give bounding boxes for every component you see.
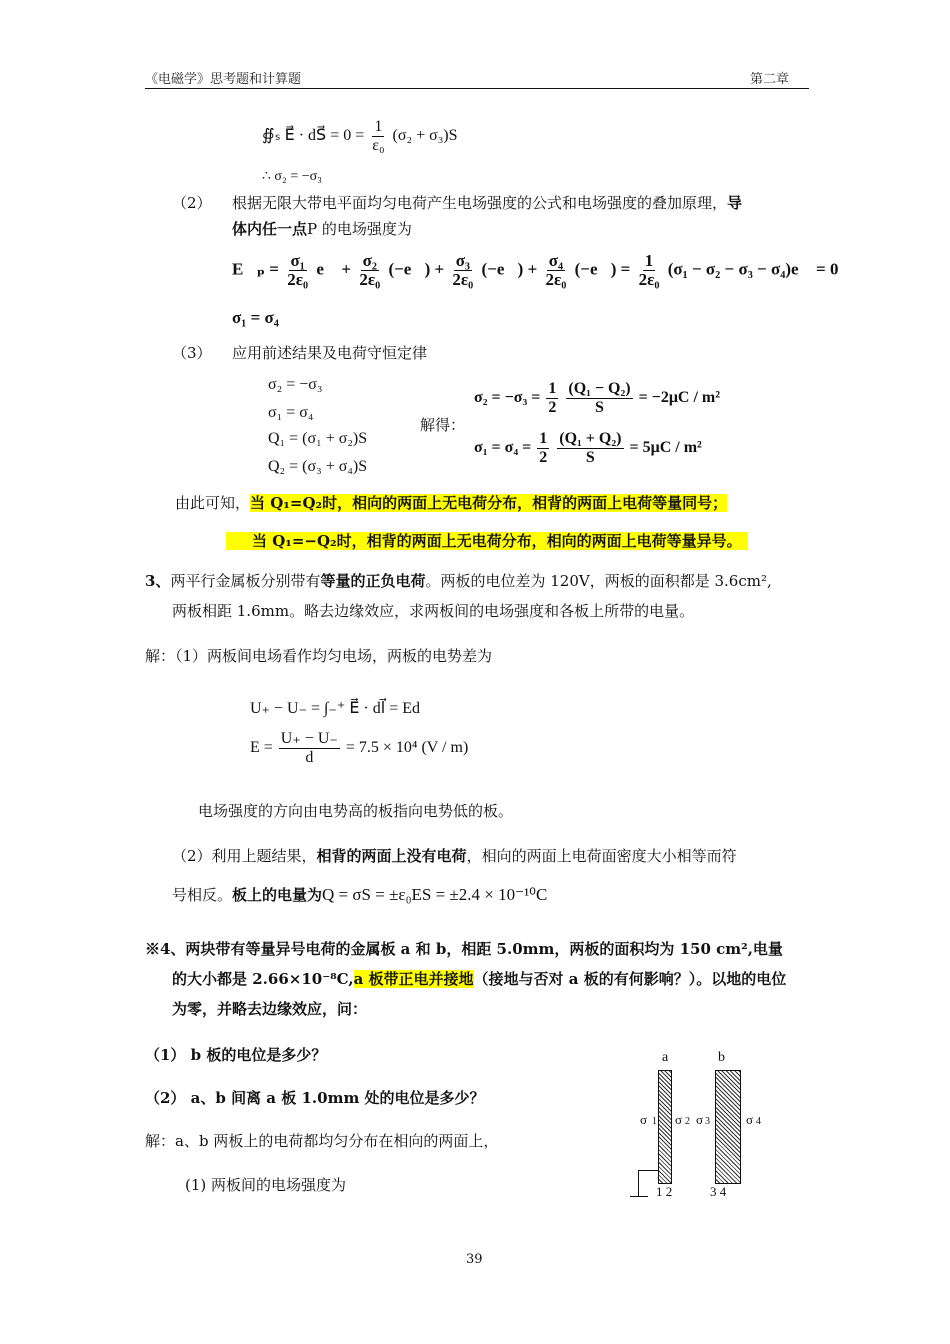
- therefore-equation: ∴ σ₂ = −σ₃: [262, 169, 323, 184]
- part3-number: （3）: [172, 344, 212, 362]
- question-4-highlight: a 板带正电并接地: [353, 970, 474, 988]
- field-equation: [250, 730, 468, 767]
- charge-equation: Q = σS = ±ε₀ES = ±2.4 × 10⁻¹⁰C: [322, 885, 548, 904]
- ep-term-2: (−e⃗) +: [388, 259, 445, 279]
- question-3-line-2: 两板相距 1.6mm。略去边缘效应，求两板间的电场强度和各板上所带的电量。: [172, 602, 695, 620]
- solution-1-ratio: [566, 380, 632, 417]
- ground-wire: [638, 1170, 658, 1171]
- part2-bold-b: 体内任一点: [232, 220, 308, 238]
- sigma-3-index: 3: [705, 1116, 711, 1127]
- question-3-text-a: 两平行金属板分别带有: [170, 572, 321, 590]
- solution-3-part2-line-2: [172, 884, 547, 905]
- sigma-4-symbol: σ: [746, 1112, 754, 1127]
- field-lhs: E =: [250, 739, 273, 757]
- solution-2-ratio-num: (Q₁ + Q₂): [559, 430, 622, 447]
- solution-3-part2-c: ，相向的两面上电荷面密度大小相等而符: [466, 847, 737, 865]
- part2-number: （2）: [172, 194, 212, 212]
- question-4-text: （接地与否对 a 板的有何影响？）。以地的电位: [473, 970, 787, 988]
- question-4-line-2: [172, 968, 786, 989]
- ground-icon: [630, 1196, 648, 1197]
- field-direction-text: 电场强度的方向由电势高的板指向电势低的板。: [198, 802, 514, 820]
- solution-1-lhs: σ₂ = −σ₃ =: [474, 389, 541, 407]
- solution-3-part2-a: （2）利用上题结果，: [172, 847, 317, 865]
- question-3-bold: 等量的正负电荷: [320, 572, 426, 590]
- ep-equation: [232, 252, 838, 289]
- ep-lhs: E⃗ₚ =: [232, 259, 279, 279]
- solution-2-half-den: 2: [539, 449, 548, 466]
- plate-a: [658, 1070, 672, 1184]
- sigma-3-label: [696, 1112, 710, 1128]
- solution-1-rhs: = −2μC / m²: [638, 389, 721, 407]
- s1-s4-equation: σ₁ = σ₄: [232, 308, 279, 327]
- part2-tail: P 的电场强度为: [307, 220, 412, 238]
- solve-label: 解得：: [420, 416, 466, 434]
- part3-text: 应用前述结果及电荷守恒定律: [232, 344, 428, 362]
- face-numbers-a: 1 2: [656, 1184, 673, 1199]
- gauss-tail: (σ₂ + σ₃)S: [392, 127, 458, 145]
- solution-2-half: [537, 430, 549, 467]
- gauss-num: 1: [374, 118, 383, 135]
- plate-b: [715, 1070, 741, 1184]
- sigma-1-label: [640, 1112, 657, 1128]
- part2-text-main: 根据无限大带电平面均匀电荷产生电场强度的公式和电场强度的叠加原理，: [232, 194, 728, 212]
- solution-1-half-num: 1: [548, 380, 557, 397]
- ep-term-5: (σ₁ − σ₂ − σ₃ − σ₄)e⃗ = 0: [667, 259, 839, 279]
- ep-frac-3-den: 2ε₀: [452, 270, 474, 289]
- ep-frac-3-num: σ₃: [455, 251, 471, 270]
- system-line-3: Q₁ = (σ₁ + σ₂)S: [268, 430, 368, 447]
- ep-term-1: e⃗ +: [316, 259, 352, 279]
- ep-frac-2-num: σ₂: [362, 251, 377, 270]
- ep-frac-5-den: 2ε₀: [638, 270, 660, 289]
- part2-bold-a: 导: [727, 194, 743, 212]
- question-4-charge: 的大小都是 2.66×10⁻⁸C,: [172, 970, 354, 988]
- sigma-1-index: 1: [652, 1116, 658, 1127]
- header-rule: [145, 88, 809, 89]
- solution-1: [474, 380, 720, 417]
- face-numbers-b: 3 4: [710, 1184, 727, 1199]
- solution-4-part1: (1) 两板间的电场强度为: [185, 1176, 347, 1194]
- sigma-2-symbol: σ: [675, 1112, 683, 1127]
- gauss-equation: [262, 118, 458, 155]
- solution-2-ratio: [557, 430, 623, 467]
- gauss-lhs: ∯ₛ E⃗ · dS⃗ = 0 =: [262, 127, 365, 145]
- ep-frac-2: [357, 252, 382, 289]
- ep-frac-4: [544, 252, 569, 289]
- sigma-1-symbol: σ: [640, 1112, 648, 1127]
- solution-4-intro: 解：a、b 两板上的电荷都均匀分布在相向的两面上，: [145, 1132, 499, 1150]
- ep-frac-2-den: 2ε₀: [359, 270, 381, 289]
- page-number: 39: [466, 1252, 483, 1267]
- solution-1-half-den: 2: [548, 399, 557, 416]
- plate-a-label: a: [662, 1050, 669, 1065]
- ep-frac-5: [637, 252, 662, 289]
- ep-frac-4-den: 2ε₀: [545, 270, 567, 289]
- solution-1-ratio-den: S: [595, 399, 604, 416]
- ep-term-3: (−e⃗) +: [481, 259, 538, 279]
- field-num: U₊ − U₋: [280, 730, 338, 747]
- solution-3-part2-line-1: [172, 845, 737, 866]
- field-den: d: [305, 749, 314, 766]
- conclusion-highlight-1: 当 Q₁=Q₂时，相向的两面上无电荷分布，相背的两面上电荷等量同号；: [250, 494, 728, 512]
- solution-2-rhs: = 5μC / m²: [629, 439, 702, 457]
- solution-2-lhs: σ₁ = σ₄ =: [474, 439, 532, 457]
- solution-3-intro: 解：（1）两板间电场看作均匀电场，两板的电势差为: [145, 647, 493, 665]
- ep-frac-5-num: 1: [644, 251, 654, 270]
- gauss-den: ε₀: [372, 137, 385, 154]
- header-title: 《电磁学》思考题和计算题: [145, 72, 302, 87]
- ep-frac-1: [285, 252, 310, 289]
- sigma-4-index: 4: [756, 1116, 762, 1127]
- ep-frac-1-num: σ₁: [290, 251, 305, 270]
- solution-3-part2-bold-2: 板上的电量为: [232, 886, 323, 904]
- gauss-fraction: [370, 118, 386, 155]
- question-3-line-1: [145, 570, 772, 591]
- header-chapter: 第二章: [750, 72, 790, 87]
- conclusion-prefix: 由此可知，: [175, 494, 251, 512]
- ep-frac-4-num: σ₄: [548, 251, 564, 270]
- ep-term-4: (−e⃗) =: [574, 259, 631, 279]
- question-3-number: 3、: [145, 572, 171, 590]
- field-fraction: [279, 730, 340, 767]
- field-rhs: = 7.5 × 10⁴ (V / m): [345, 739, 469, 757]
- plates-figure: [630, 1050, 780, 1210]
- question-4-sub-1: （1） b 板的电位是多少？: [145, 1046, 327, 1064]
- question-4-line-1: ※4、两块带有等量异号电荷的金属板 a 和 b，相距 5.0mm，两板的面积均为 150 cm²,电量: [145, 940, 783, 958]
- solution-2-ratio-den: S: [585, 449, 595, 466]
- sigma-2-label: [675, 1112, 690, 1128]
- sigma-2-index: 2: [685, 1116, 691, 1127]
- solution-3-part2-d: 号相反。: [172, 886, 233, 904]
- part2-text-line2: [232, 218, 412, 239]
- conclusion-highlight-2: 当 Q₁=−Q₂时，相背的两面上无电荷分布，相向的两面上电荷等量异号。: [226, 532, 748, 550]
- question-3-text-b: 。两板的电位差为 120V，两板的面积都是 3.6cm²,: [425, 572, 772, 590]
- ep-frac-3: [450, 252, 475, 289]
- system-line-1: σ₂ = −σ₃: [268, 376, 323, 393]
- conclusion-line-1: [175, 492, 727, 513]
- plate-b-label: b: [718, 1050, 725, 1065]
- ep-frac-1-den: 2ε₀: [287, 270, 309, 289]
- solution-3-part2-bold: 相背的两面上没有电荷: [316, 847, 467, 865]
- ground-post: [638, 1170, 639, 1196]
- question-4-line-3: 为零，并略去边缘效应，问：: [172, 1000, 368, 1018]
- system-line-4: Q₂ = (σ₃ + σ₄)S: [268, 458, 368, 475]
- solution-2: [474, 430, 702, 467]
- sigma-4-label: [746, 1112, 761, 1128]
- part2-text: [232, 192, 742, 213]
- conclusion-line-2: [226, 530, 748, 551]
- potential-difference-equation: U₊ − U₋ = ∫₋⁺ E⃗ · dl⃗ = Ed: [250, 700, 420, 717]
- system-line-2: σ₁ = σ₄: [268, 404, 314, 421]
- question-4-sub-2: （2） a、b 间离 a 板 1.0mm 处的电位是多少？: [145, 1089, 485, 1107]
- sigma-3-symbol: σ: [696, 1112, 704, 1127]
- solution-2-half-num: 1: [539, 430, 548, 447]
- solution-1-half: [546, 380, 558, 417]
- solution-1-ratio-num: (Q₁ − Q₂): [568, 380, 631, 397]
